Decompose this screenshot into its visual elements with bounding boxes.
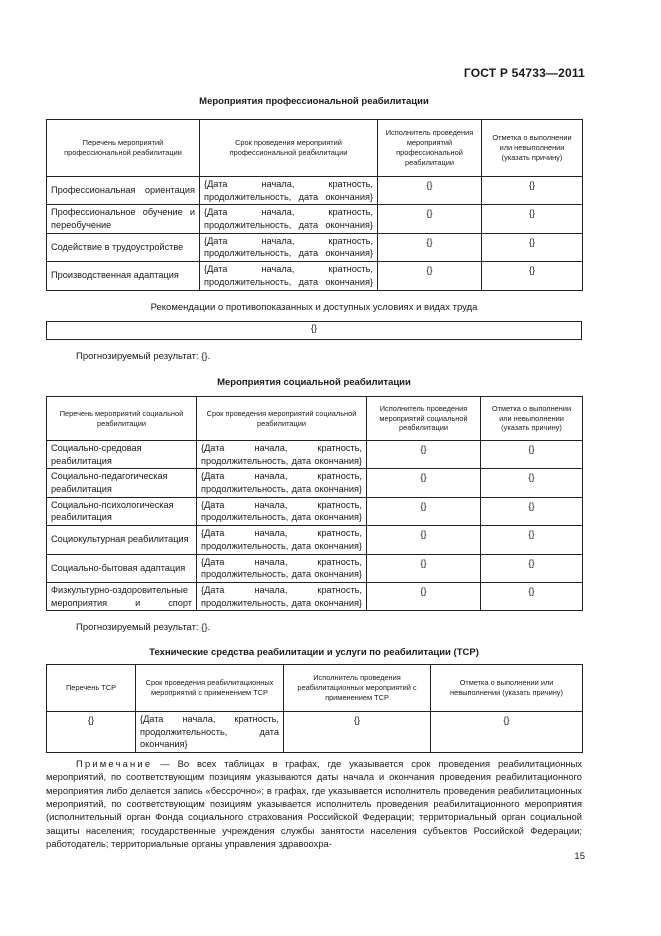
measure-term: {Дата начала, кратность, продолжительность, дата окончания} [197, 582, 367, 610]
measure-name: Социально-средовая реабилитация [47, 441, 197, 469]
table-row [47, 469, 583, 497]
table-row [47, 582, 583, 610]
measure-term: {Дата начала, кратность, продолжительность, дата окончания} [197, 554, 367, 582]
measure-name: Социокультурная реабилитация [47, 526, 197, 554]
column-header: Срок проведения мероприятий профессиональной реабилитации [200, 120, 378, 177]
column-header: Срок проведения реабилитационных мероприятий с применением ТСР [136, 665, 284, 712]
measure-executor: {} [367, 526, 481, 554]
measure-name: Социально-педагогическая реабилитация [47, 469, 197, 497]
column-header: Отметка о выполнении или невыполнении (указать причину) [431, 665, 583, 712]
tsr-table [46, 664, 583, 753]
measure-name: Производственная адаптация [47, 262, 200, 290]
table-row [47, 262, 583, 290]
column-header: Исполнитель проведения мероприятий профессиональной реабилитации [378, 120, 482, 177]
table-row [47, 441, 583, 469]
measure-term: {Дата начала, кратность, продолжительность, дата окончания} [200, 205, 378, 233]
social-table [46, 396, 583, 611]
measure-name: Социально-психологическая реабилитация [47, 497, 197, 525]
measure-term: {Дата начала, кратность, продолжительность, дата окончания} [197, 469, 367, 497]
measure-term: {Дата начала, кратность, продолжительность, дата окончания} [197, 497, 367, 525]
recommendations-title: Рекомендации о противопоказанных и доступных условиях и видах труда [150, 302, 478, 313]
measure-mark: {} [482, 205, 583, 233]
measure-name: Содействие в трудоустройстве [47, 233, 200, 261]
professional-section-title: Мероприятия профессиональной реабилитации [199, 96, 429, 107]
measure-term: {Дата начала, кратность, продолжительность, дата окончания} [200, 262, 378, 290]
measure-mark: {} [481, 497, 583, 525]
table-header-row [47, 665, 583, 712]
table-row [47, 233, 583, 261]
measure-executor: {} [367, 554, 481, 582]
measure-mark: {} [481, 526, 583, 554]
measure-executor: {} [367, 497, 481, 525]
measure-term: {Дата начала, кратность, продолжительность, дата окончания} [200, 233, 378, 261]
measure-mark: {} [481, 582, 583, 610]
table-header-row [47, 397, 583, 441]
measure-mark: {} [481, 441, 583, 469]
measure-name: Социально-бытовая адаптация [47, 554, 197, 582]
column-header: Перечень ТСР [47, 665, 136, 712]
measure-executor: {} [367, 582, 481, 610]
social-section-title: Мероприятия социальной реабилитации [217, 377, 411, 388]
measure-name: Профессиональное обучение и переобучение [47, 205, 200, 233]
tsr-executor: {} [284, 712, 431, 753]
measure-executor: {} [378, 205, 482, 233]
column-header: Исполнитель проведения мероприятий социальной реабилитации [367, 397, 481, 441]
column-header: Отметка о выполнении или невыполнении (указать причину) [481, 397, 583, 441]
tsr-name: {} [47, 712, 136, 753]
measure-mark: {} [481, 554, 583, 582]
recommendations-table [46, 321, 582, 340]
standard-number: ГОСТ Р 54733—2011 [463, 66, 585, 80]
measure-term: {Дата начала, кратность, продолжительность, дата окончания} [197, 526, 367, 554]
table-row [47, 177, 583, 205]
note-text: — Во всех таблицах в графах, где указывается срок проведения реабилитационных мероприятий, по соответствующим позициям указываются даты начала и окончания проведения реабилитационного мероприятия либо делается запись «бессрочно»; в графах, где указывается исполнитель проведения реабилитационных мероприятий, по соответствующим позициям указывается исполнитель проведения реабилитационного мероприятия (исполнительный орган Фонда социального страхования Российской Федерации; территориальный орган социальной защиты населения; государственные учреждения службы занятости населения субъектов Российской Федерации; работодатель; территориальные органы управления здравоохра- [46, 758, 582, 850]
measure-name: Профессиональная ориентация [47, 177, 200, 205]
table-row [47, 526, 583, 554]
note-paragraph [46, 757, 582, 850]
professional-table [46, 119, 583, 291]
column-header: Перечень мероприятий профессиональной реабилитации [47, 120, 200, 177]
measure-term: {Дата начала, кратность, продолжительность, дата окончания} [200, 177, 378, 205]
measure-executor: {} [378, 262, 482, 290]
tsr-mark: {} [431, 712, 583, 753]
column-header: Срок проведения мероприятий социальной реабилитации [197, 397, 367, 441]
measure-executor: {} [367, 469, 481, 497]
column-header: Исполнитель проведения реабилитационных мероприятий с применением ТСР [284, 665, 431, 712]
note-label: Примечание [76, 758, 153, 769]
measure-name: Физкультурно-оздоровительные мероприятия и спорт [47, 582, 197, 610]
measure-executor: {} [378, 233, 482, 261]
column-header: Отметка о выполнении или невыполнении (указать причину) [482, 120, 583, 177]
table-header-row [47, 120, 583, 177]
table-row [47, 497, 583, 525]
measure-mark: {} [482, 262, 583, 290]
measure-mark: {} [482, 177, 583, 205]
tsr-section-title: Технические средства реабилитации и услуги по реабилитации (ТСР) [149, 647, 479, 658]
column-header: Перечень мероприятий социальной реабилитации [47, 397, 197, 441]
measure-executor: {} [367, 441, 481, 469]
measure-mark: {} [482, 233, 583, 261]
recommendations-value: {} [47, 322, 582, 340]
measure-term: {Дата начала, кратность, продолжительность, дата окончания} [197, 441, 367, 469]
page-number: 15 [574, 851, 585, 862]
table-row [47, 554, 583, 582]
table-row [47, 205, 583, 233]
forecast-result: Прогнозируемый результат: {}. [76, 351, 211, 362]
measure-executor: {} [378, 177, 482, 205]
measure-mark: {} [481, 469, 583, 497]
table-row [47, 712, 583, 753]
tsr-term: {Дата начала, кратность, продолжительность, дата окончания} [136, 712, 284, 753]
forecast-result: Прогнозируемый результат: {}. [76, 622, 211, 633]
